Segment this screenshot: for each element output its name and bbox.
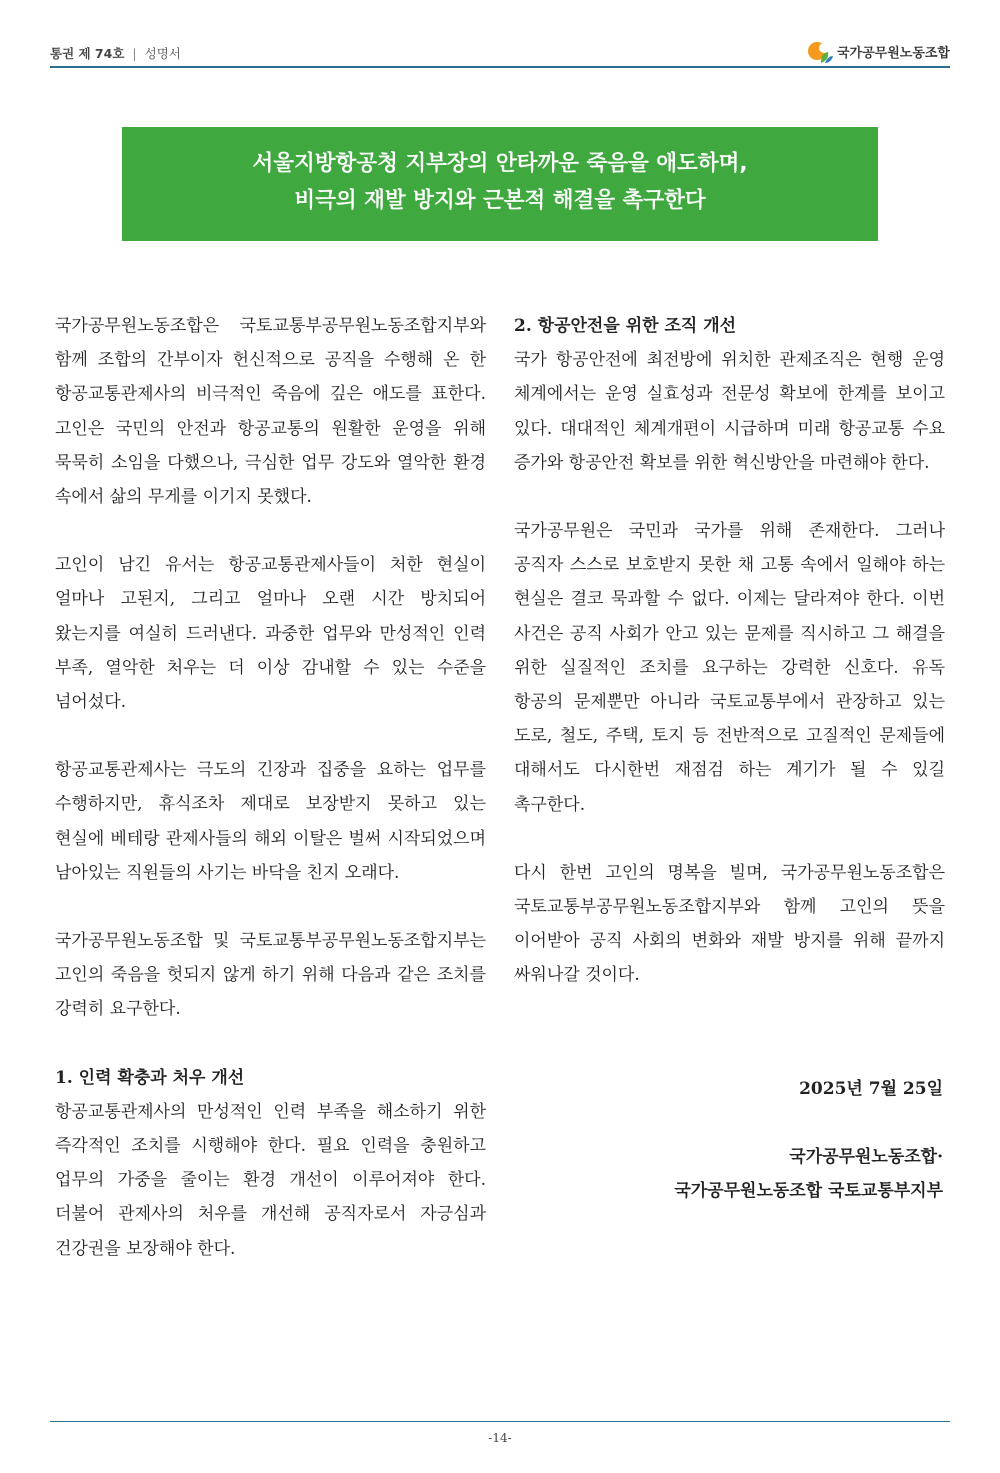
heading-organization: 2. 항공안전을 위한 조직 개선 (514, 316, 737, 336)
header-org (807, 39, 950, 63)
signer-line-1: 국가공무원노동조합· (789, 1147, 943, 1167)
heading-staffing: 1. 인력 확충과 처우 개선 (55, 1067, 245, 1088)
page-header (50, 38, 950, 68)
title-line-1: 서울지방항공청 지부장의 안타까운 죽음을 애도하며, (252, 151, 748, 176)
signature-block (674, 1140, 943, 1208)
paragraph-demands-intro: 국가공무원노동조합 및 국토교통부공무원노동조합지부는 고인의 죽음을 헛되지 않게 하기 위해 다음과 같은 조치를 강력히 요구한다. (55, 931, 486, 1020)
left-column (55, 309, 486, 1300)
title-line-2: 비극의 재발 방지와 근본적 해결을 촉구한다 (294, 188, 706, 213)
footer-divider (50, 1421, 950, 1422)
paragraph-testament: 고인이 남긴 유서는 항공교통관제사들이 처한 현실이 얼마나 고된지, 그리고 얼마나 오랜 시간 방치되어 왔는지를 여실히 드러낸다. 과중한 업무와 만성적인 인력 부족, 열악한 처우는 더 이상 감내할 수 있는 수준을 넘어섰다. (55, 555, 486, 713)
header-separator: | (132, 46, 137, 61)
statement-date: 2025년 7월 25일 (799, 1079, 943, 1099)
org-name: 국가공무원노동조합 (836, 45, 950, 61)
right-column (514, 309, 945, 1027)
issue-number: 통권 제 74호 (50, 46, 125, 61)
title-banner (122, 127, 878, 241)
paragraph-public-servants: 국가공무원은 국민과 국가를 위해 존재한다. 그러나 공직자 스스로 보호받지 못한 채 고통 속에서 일해야 하는 현실은 결코 묵과할 수 없다. 이제는 달라져야 한다. 이번 사건은 공직 사회가 안고 있는 문제를 직시하고 그 해결을 위한 실질적인 조치를 요구하는 강력한 신호다. 유독 항공의 문제뿐만 아니라 국토교통부에서 관장하고 있는 도로, 철도, 주택, 토지 등 전반적으로 고질적인 문제들에 대해서도 다시한번 재점검 하는 계기가 될 수 있길 촉구한다. (514, 521, 945, 815)
page-number: -14- (488, 1431, 512, 1445)
paragraph-condolence: 국가공무원노동조합은 국토교통부공무원노동조합지부와 함께 조합의 간부이자 헌신적으로 공직을 수행해 온 한 항공교통관제사의 비극적인 죽음에 깊은 애도를 표한다. 고인은 국민의 안전과 항공교통의 원활한 운영을 위해 묵묵히 소임을 다했으나, 극심한 업무 강도와 열악한 환경 속에서 삶의 무게를 이기지 못했다. (55, 316, 486, 508)
header-left (50, 44, 181, 62)
paragraph-organization: 국가 항공안전에 최전방에 위치한 관제조직은 현행 운영 체계에서는 운영 실효성과 전문성 확보에 한계를 보이고 있다. 대대적인 체계개편이 시급하며 미래 항공교통 수요 증가와 항공안전 확보를 위한 혁신방안을 마련해야 한다. (514, 350, 945, 473)
paragraph-closing: 다시 한번 고인의 명복을 빌며, 국가공무원노동조합은 국토교통부공무원노동조합지부와 함께 고인의 뜻을 이어받아 공직 사회의 변화와 재발 방지를 위해 끝까지 싸워나갈 것이다. (514, 862, 945, 986)
union-logo-icon (807, 39, 833, 63)
signer-line-2: 국가공무원노동조합 국토교통부지부 (674, 1181, 943, 1201)
section-label: 성명서 (144, 46, 181, 61)
paragraph-working-conditions: 항공교통관제사는 극도의 긴장과 집중을 요하는 업무를 수행하지만, 휴식조차 제대로 보장받지 못하고 있는 현실에 베테랑 관제사들의 해외 이탈은 벌써 시작되었으며 남아있는 직원들의 사기는 바닥을 친지 오래다. (55, 760, 486, 883)
paragraph-staffing: 항공교통관제사의 만성적인 인력 부족을 해소하기 위한 즉각적인 조치를 시행해야 한다. 필요 인력을 충원하고 업무의 가중을 줄이는 환경 개선이 이루어져야 한다. 더불어 관제사의 처우를 개선해 공직자로서 자긍심과 건강권을 보장해야 한다. (55, 1101, 486, 1259)
